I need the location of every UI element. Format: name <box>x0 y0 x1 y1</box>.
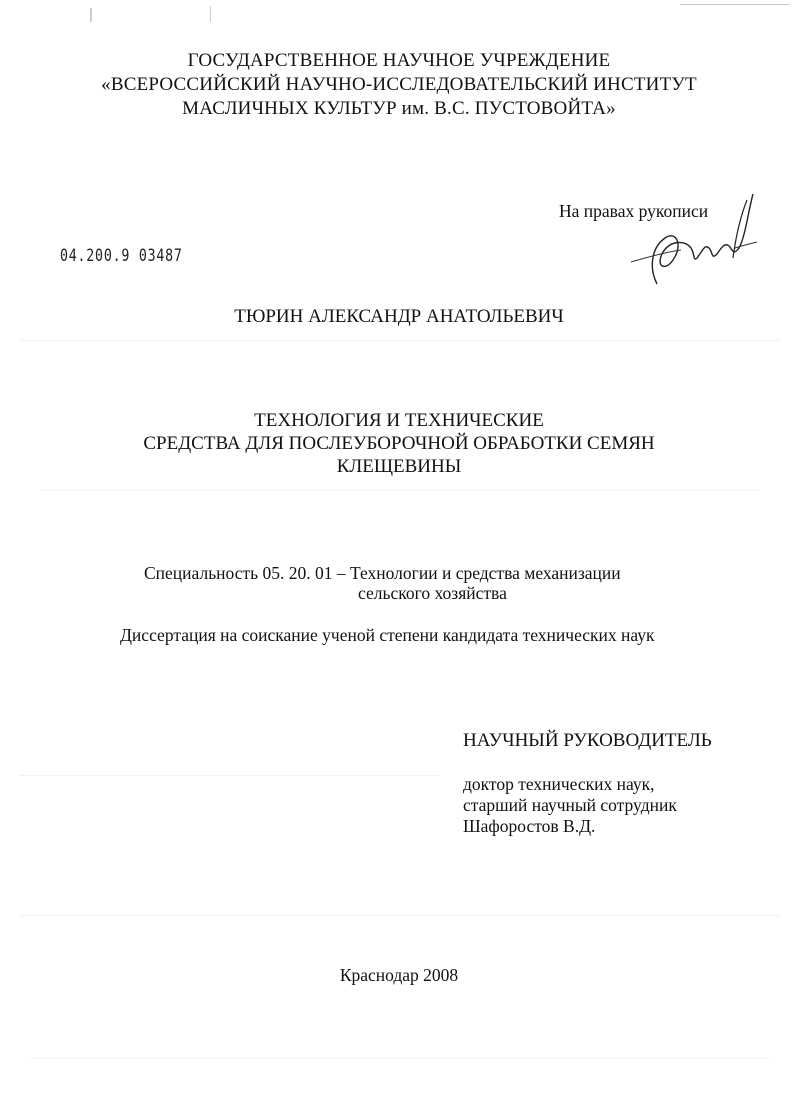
rights-note: На правах рукописи <box>559 201 709 221</box>
scan-artifact <box>680 4 790 5</box>
specialty-line-1: Специальность 05. 20. 01 – Технологии и средства механизации <box>144 563 621 583</box>
scan-artifact <box>40 490 760 491</box>
institution-line-3: МАСЛИЧНЫХ КУЛЬТУР им. В.С. ПУСТОВОЙТА» <box>182 98 616 119</box>
scan-artifact <box>90 8 92 22</box>
scan-artifact <box>30 1058 770 1059</box>
signature-icon <box>625 188 765 298</box>
scan-artifact <box>20 775 440 776</box>
title-line-1: ТЕХНОЛОГИЯ И ТЕХНИЧЕСКИЕ <box>254 410 544 431</box>
title-line-3: КЛЕЩЕВИНЫ <box>336 456 462 477</box>
specialty-line-2: сельского хозяйства <box>358 583 507 603</box>
scan-artifact <box>210 6 211 22</box>
author-name: ТЮРИН АЛЕКСАНДР АНАТОЛЬЕВИЧ <box>234 306 564 327</box>
dissertation-note: Диссертация на соискание ученой степени кандидата технических наук <box>120 625 655 645</box>
advisor-heading: НАУЧНЫЙ РУКОВОДИТЕЛЬ <box>463 730 712 751</box>
advisor-name: Шафоростов В.Д. <box>463 816 596 836</box>
scan-artifact <box>20 340 780 341</box>
advisor-degree: доктор технических наук, <box>463 774 655 794</box>
scan-artifact <box>20 915 780 916</box>
institution-line-1: ГОСУДАРСТВЕННОЕ НАУЧНОЕ УЧРЕЖДЕНИЕ <box>187 50 611 71</box>
place-year: Краснодар 2008 <box>339 965 459 985</box>
institution-line-2: «ВСЕРОССИЙСКИЙ НАУЧНО-ИССЛЕДОВАТЕЛЬСКИЙ ИНСТИТУТ <box>101 74 697 95</box>
advisor-position: старший научный сотрудник <box>463 795 677 815</box>
title-line-2: СРЕДСТВА ДЛЯ ПОСЛЕУБОРОЧНОЙ ОБРАБОТКИ СЕМЯН <box>143 433 655 454</box>
registry-code: 04.200.9 03487 <box>60 246 183 266</box>
